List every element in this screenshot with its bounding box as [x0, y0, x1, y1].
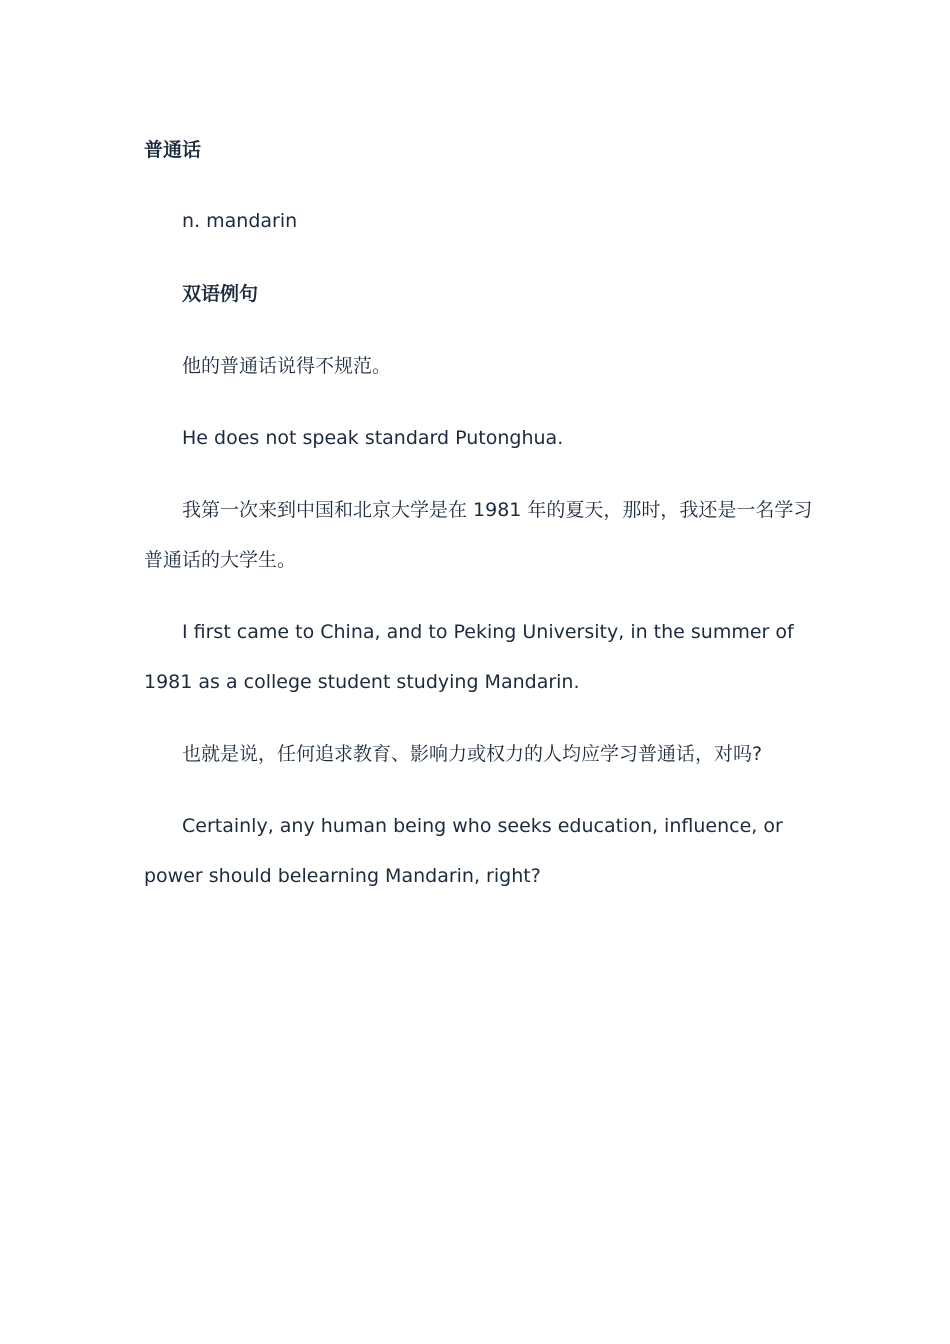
example-3-en-line-2: power should belearning Mandarin, right?	[144, 865, 541, 887]
example-3-zh-line-1: 也就是说，任何追求教育、影响力或权力的人均应学习普通话，对吗?	[182, 743, 763, 765]
definition: n. mandarin	[182, 210, 298, 232]
example-3-en-line-1: Certainly, any human being who seeks education, influence, or	[182, 815, 783, 837]
example-1-en-line-1: He does not speak standard Putonghua.	[182, 427, 564, 449]
example-1-zh-line-1: 他的普通话说得不规范。	[182, 355, 392, 377]
headword: 普通话	[144, 139, 202, 161]
section-title: 双语例句	[182, 283, 259, 305]
example-2-zh-line-1: 我第一次来到中国和北京大学是在 1981 年的夏天，那时，我还是一名学习	[182, 499, 813, 521]
example-2-zh-line-2: 普通话的大学生。	[144, 549, 297, 571]
example-2-en-line-2: 1981 as a college student studying Mandarin.	[144, 671, 580, 693]
example-2-en-line-1: I first came to China, and to Peking University, in the summer of	[182, 621, 794, 643]
